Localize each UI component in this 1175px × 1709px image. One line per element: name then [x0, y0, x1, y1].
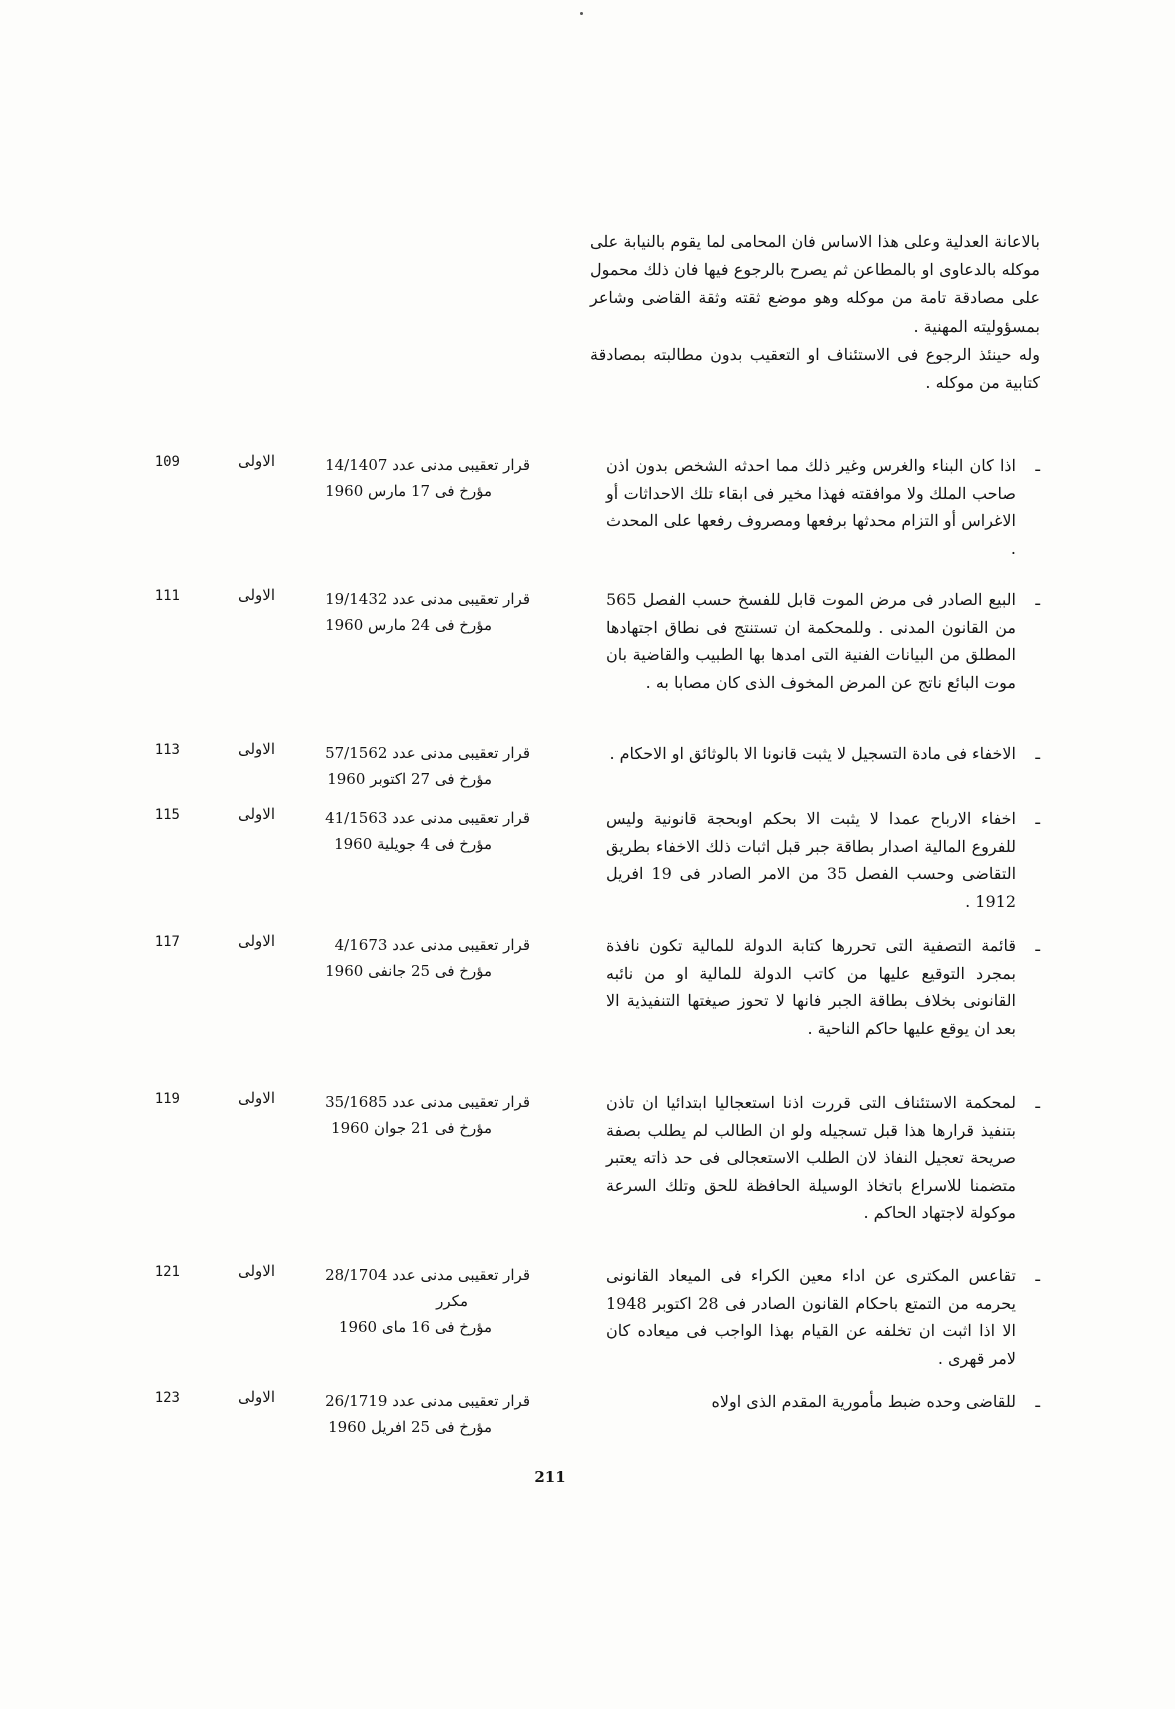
- chamber-label: الاولى: [237, 1262, 275, 1280]
- decision-reference: [280, 1262, 530, 1340]
- intro-block: [590, 228, 1040, 397]
- chamber-label: الاولى: [237, 1089, 275, 1107]
- intro-paragraph: بالاعانة العدلية وعلى هذا الاساس فان المحامى لما يقوم بالنيابة على موكله بالدعاوى او بالمطاعن ثم يصرح بالرجوع فيها فان ذلك محمول على مصادقة تامة من موكله وهو موضع ثقته وثقة القاضى وشاعر بمسؤوليته المهنية .: [590, 232, 1040, 336]
- decision-number: قرار تعقيبى مدنى عدد 57/1562: [325, 744, 530, 762]
- decision-date: مؤرخ فى 24 مارس 1960: [325, 616, 492, 634]
- decision-date: مؤرخ فى 25 جانفى 1960: [325, 962, 492, 980]
- entry-dash: ـ: [1035, 1266, 1040, 1285]
- page-number: 115: [154, 807, 180, 823]
- entry-text-block: [606, 1089, 1040, 1227]
- entry-text: قائمة التصفية التى تحررها كتابة الدولة للمالية تكون نافذة بمجرد التوقيع عليها من كاتب الدولة للمالية او من نائبه القانونى بخلاف بطاقة الجبر فانها لا تحوز صيغتها التنفيذية الا بعد ان يوقع عليها حاكم الناحية .: [606, 936, 1016, 1038]
- entry-dash: ـ: [1035, 590, 1040, 609]
- page-number: 121: [154, 1264, 180, 1280]
- decision-number: قرار تعقيبى مدنى عدد 41/1563: [325, 809, 530, 827]
- entry-text-block: [606, 1262, 1040, 1372]
- decision-number: قرار تعقيبى مدنى عدد 14/1407: [325, 456, 530, 474]
- decision-note: مكرر: [436, 1292, 468, 1310]
- page-number: 117: [154, 934, 180, 950]
- chamber-label: الاولى: [237, 452, 275, 470]
- entry-dash: ـ: [1035, 809, 1040, 828]
- decision-number: قرار تعقيبى مدنى عدد 4/1673: [334, 936, 530, 954]
- entry-dash: ـ: [1035, 744, 1040, 763]
- page-number: 119: [154, 1091, 180, 1107]
- decision-reference: [280, 740, 530, 792]
- decision-number: قرار تعقيبى مدنى عدد 35/1685: [325, 1093, 530, 1111]
- decision-reference: [280, 1388, 530, 1440]
- page-number: 109: [154, 454, 180, 470]
- decision-date: مؤرخ فى 4 جويلية 1960: [334, 835, 492, 853]
- decision-reference: [280, 805, 530, 857]
- entry-dash: ـ: [1035, 936, 1040, 955]
- decision-reference: [280, 586, 530, 638]
- chamber-label: الاولى: [237, 586, 275, 604]
- decision-date: مؤرخ فى 27 اكتوبر 1960: [327, 770, 492, 788]
- entry-text: لمحكمة الاستئناف التى قررت اذنا استعجاليا ابتدائيا ان تاذن بتنفيذ قرارها هذا قبل تسجيله ولو ان الطالب لم يطلب بصفة صريحة تعجيل النفاذ لان الطلب الاستعجالى فى حد ذاته يعتبر متضمنا للاسراع باتخاذ الوسيلة الحافظة للحق وتلك السرعة موكولة لاجتهاد الحاكم .: [606, 1093, 1016, 1223]
- decision-number: قرار تعقيبى مدنى عدد 19/1432: [325, 590, 530, 608]
- decision-date: مؤرخ فى 16 ماى 1960: [338, 1318, 492, 1336]
- page-number: 113: [154, 742, 180, 758]
- decision-number: قرار تعقيبى مدنى عدد 26/1719: [325, 1392, 530, 1410]
- entry-dash: ـ: [1035, 456, 1040, 475]
- intro-paragraph: وله حينئذ الرجوع فى الاستئناف او التعقيب بدون مطالبته بمصادقة كتابية من موكله .: [590, 344, 1041, 393]
- page-number: 111: [154, 588, 180, 604]
- page-number: 123: [154, 1390, 180, 1406]
- entry-text: اذا كان البناء والغرس وغير ذلك مما احدثه الشخص بدون اذن صاحب الملك ولا موافقته فهذا مخير فى ابقاء تلك الاحداثات أو الاغراس أو التزام محدثها برفعها ومصروف رفعها على المحدث .: [606, 456, 1016, 558]
- chamber-label: الاولى: [237, 1388, 275, 1406]
- decision-date: مؤرخ فى 17 مارس 1960: [325, 482, 492, 500]
- entry-text-block: [606, 805, 1040, 915]
- scan-speck: [580, 12, 583, 15]
- entry-text: للقاضى وحده ضبط مأمورية المقدم الذى اولاه: [711, 1392, 1016, 1411]
- chamber-label: الاولى: [237, 805, 275, 823]
- entry-text: الاخفاء فى مادة التسجيل لا يثبت قانونا الا بالوثائق او الاحكام .: [609, 744, 1016, 763]
- decision-date: مؤرخ فى 25 افريل 1960: [328, 1418, 492, 1436]
- entry-text-block: [606, 932, 1040, 1042]
- entry-dash: ـ: [1035, 1093, 1040, 1112]
- decision-reference: [280, 452, 530, 504]
- chamber-label: الاولى: [237, 932, 275, 950]
- entry-text: اخفاء الارباح عمدا لا يثبت الا بحكم اوبحجة قانونية وليس للفروع المالية اصدار بطاقة جبر قبل اثبات ذلك الاخفاء بطريق التقاضى وحسب الفصل 35 من الامر الصادر فى 19 افريل 1912 .: [606, 809, 1017, 911]
- entry-text-block: [606, 586, 1040, 696]
- chamber-label: الاولى: [237, 740, 275, 758]
- entry-text-block: [606, 1388, 1040, 1416]
- entry-text: تقاعس المكترى عن اداء معين الكراء فى الميعاد القانونى يحرمه من التمتع باحكام القانون الصادر فى 28 اكتوبر 1948 الا اذا اثبت ان تخلفه عن القيام بهذا الواجب فى ميعاده كان لامر قهرى .: [606, 1266, 1017, 1368]
- entry-dash: ـ: [1035, 1392, 1040, 1411]
- decision-date: مؤرخ فى 21 جوان 1960: [331, 1119, 492, 1137]
- decision-reference: [280, 932, 530, 984]
- entry-text-block: [606, 452, 1040, 562]
- folio-number: 211: [534, 1468, 566, 1486]
- decision-reference: [280, 1089, 530, 1141]
- entry-text: البيع الصادر فى مرض الموت قابل للفسخ حسب الفصل 565 من القانون المدنى . وللمحكمة ان تستنتج فى نطاق اجتهادها المطلق من البيانات الفنية التى امدها بها الطبيب والقاضية بان موت البائع ناتج عن المرض المخوف الذى كان مصابا به .: [606, 590, 1016, 692]
- decision-number: قرار تعقيبى مدنى عدد 28/1704: [325, 1266, 530, 1284]
- entry-text-block: [606, 740, 1040, 768]
